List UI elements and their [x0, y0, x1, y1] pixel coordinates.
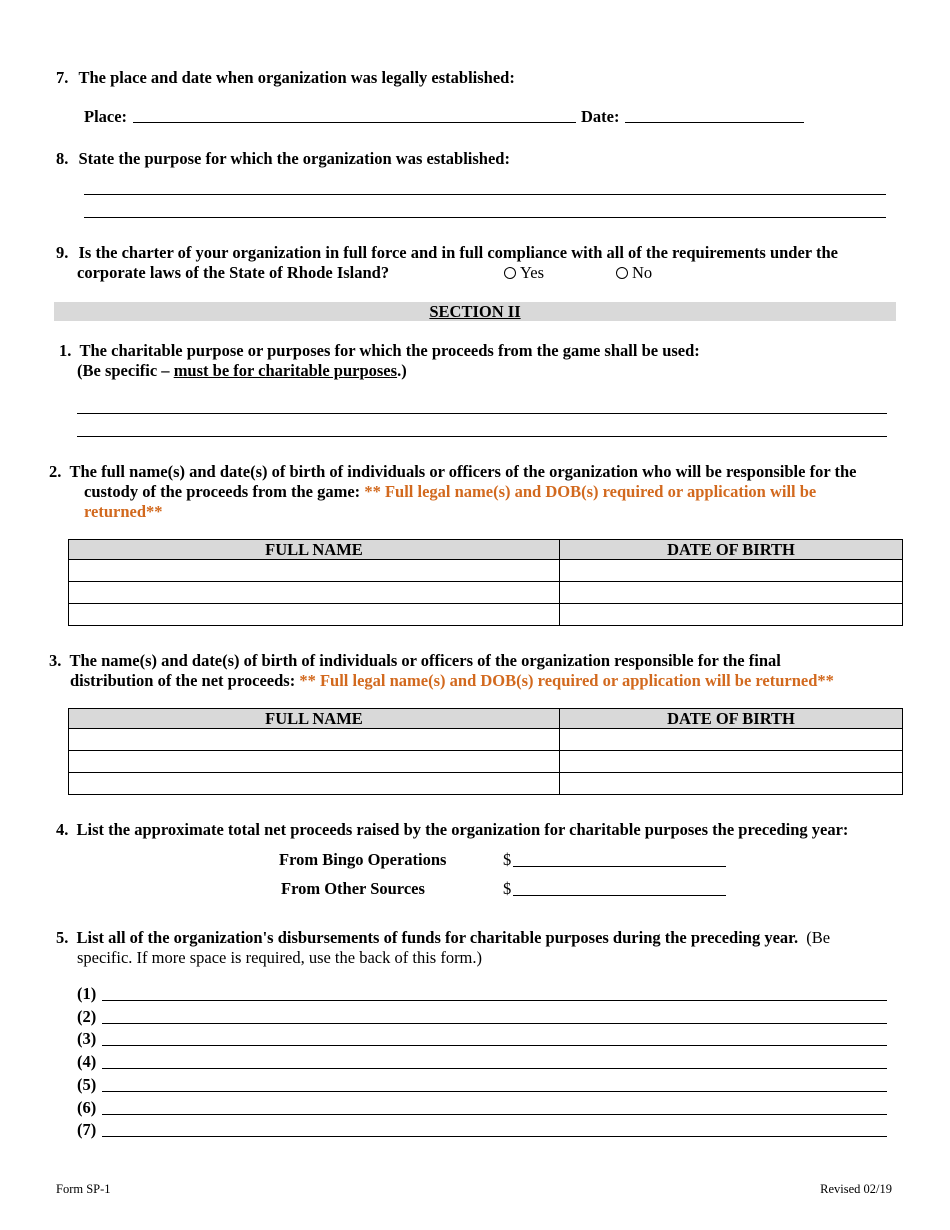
full-name-cell[interactable]	[69, 604, 560, 626]
full-name-cell[interactable]	[69, 751, 560, 773]
table-row	[69, 604, 903, 626]
disbursement-line[interactable]	[102, 1045, 887, 1046]
no-radio-icon[interactable]	[616, 267, 628, 279]
disbursement-number: (3)	[77, 1029, 97, 1049]
dob-cell[interactable]	[560, 560, 903, 582]
no-option[interactable]	[616, 263, 652, 283]
s5-line2: specific. If more space is required, use the back of this form.)	[77, 948, 483, 967]
s2-line1: The full name(s) and date(s) of birth of individuals or officers of the organization who will be responsible for the	[69, 462, 857, 481]
q8-number: 8.	[56, 149, 69, 168]
s3-line1: The name(s) and date(s) of birth of individuals or officers of the organization responsible for the final	[69, 651, 781, 670]
bingo-amount-field[interactable]	[513, 866, 726, 867]
s2-line2: custody of the proceeds from the game:	[84, 482, 361, 501]
q9-heading	[56, 243, 838, 263]
s1-line2-underlined: must be for charitable purposes	[173, 361, 398, 380]
section-ii-header	[54, 302, 896, 321]
disbursement-number: (2)	[77, 1006, 97, 1026]
disbursement-number: (1)	[77, 984, 97, 1003]
date-field[interactable]	[625, 122, 804, 123]
s1-line2-suffix: .)	[397, 361, 407, 380]
revised-date: Revised 02/19	[820, 1182, 892, 1196]
disbursement-line[interactable]	[102, 1091, 887, 1092]
full-name-header: FULL NAME	[69, 709, 560, 729]
distribution-officers-table	[68, 708, 903, 795]
q9-line2: corporate laws of the State of Rhode Island?	[77, 263, 390, 282]
q9-line1: Is the charter of your organization in full force and in full compliance with all of the requirements under the	[78, 243, 838, 262]
s1-number: 1.	[59, 341, 72, 360]
other-currency: $	[503, 879, 512, 898]
s1-line1: The charitable purpose or purposes for which the proceeds from the game shall be used:	[79, 341, 700, 360]
full-name-cell[interactable]	[69, 582, 560, 604]
charitable-purpose-line-2[interactable]	[77, 436, 887, 437]
s3-heading	[49, 651, 781, 671]
s2-warning-cont: returned**	[84, 502, 163, 521]
disbursement-number: (4)	[77, 1052, 97, 1072]
custody-officers-table	[68, 539, 903, 626]
purpose-line-1[interactable]	[84, 194, 886, 195]
yes-radio-icon[interactable]	[504, 267, 516, 279]
dob-cell[interactable]	[560, 751, 903, 773]
charitable-purpose-line-1[interactable]	[77, 413, 887, 414]
bingo-currency: $	[503, 850, 512, 869]
disbursement-number: (7)	[77, 1120, 97, 1140]
dob-header: DATE OF BIRTH	[560, 540, 903, 560]
s4-text: List the approximate total net proceeds raised by the organization for charitable purposes the preceding year:	[76, 820, 849, 839]
disbursement-line[interactable]	[102, 1114, 887, 1115]
s3-line2-wrap	[70, 671, 834, 691]
q9-number: 9.	[56, 243, 69, 262]
table-row	[69, 582, 903, 604]
disbursement-line[interactable]	[102, 1023, 887, 1024]
dob-header: DATE OF BIRTH	[560, 709, 903, 729]
q8-heading	[56, 149, 510, 169]
section-ii-title: SECTION II	[429, 302, 521, 321]
dob-cell[interactable]	[560, 773, 903, 795]
bingo-label: From Bingo Operations	[279, 850, 447, 869]
disbursement-number: (5)	[77, 1074, 97, 1094]
disbursement-line[interactable]	[102, 1136, 887, 1137]
s5-heading	[56, 928, 830, 948]
table-row	[69, 773, 903, 795]
q8-text: State the purpose for which the organization was established:	[78, 149, 510, 168]
form-id: Form SP-1	[56, 1182, 111, 1196]
dob-cell[interactable]	[560, 604, 903, 626]
s2-number: 2.	[49, 462, 62, 481]
full-name-cell[interactable]	[69, 729, 560, 751]
purpose-line-2[interactable]	[84, 217, 886, 218]
s3-warning: ** Full legal name(s) and DOB(s) required or application will be returned**	[299, 671, 834, 690]
s4-number: 4.	[56, 820, 69, 839]
place-label: Place:	[84, 107, 128, 126]
disbursement-line[interactable]	[102, 1000, 887, 1001]
s4-heading	[56, 820, 848, 840]
disbursement-line[interactable]	[102, 1068, 887, 1069]
s1-line2	[77, 361, 407, 381]
s5-line1-bold: List all of the organization's disbursements of funds for charitable purposes during the preceding year.	[76, 928, 799, 947]
place-field[interactable]	[133, 122, 576, 123]
yes-option[interactable]	[504, 263, 544, 283]
s1-heading	[59, 341, 700, 361]
s5-number: 5.	[56, 928, 69, 947]
s2-warning: ** Full legal name(s) and DOB(s) required or application will be	[364, 482, 817, 501]
full-name-cell[interactable]	[69, 560, 560, 582]
s5-line1-normal: (Be	[806, 928, 831, 947]
table-row	[69, 560, 903, 582]
s2-line2-wrap	[84, 482, 816, 502]
dob-cell[interactable]	[560, 729, 903, 751]
s3-number: 3.	[49, 651, 62, 670]
date-label: Date:	[581, 107, 620, 126]
disbursement-number: (6)	[77, 1097, 97, 1117]
other-amount-field[interactable]	[513, 895, 726, 896]
full-name-cell[interactable]	[69, 773, 560, 795]
table-row	[69, 751, 903, 773]
q7-heading	[56, 68, 515, 88]
other-label: From Other Sources	[281, 879, 425, 898]
no-label: No	[632, 263, 653, 282]
q7-text: The place and date when organization was legally established:	[78, 68, 515, 87]
dob-cell[interactable]	[560, 582, 903, 604]
q7-number: 7.	[56, 68, 69, 87]
yes-label: Yes	[520, 263, 545, 282]
table-row	[69, 729, 903, 751]
full-name-header: FULL NAME	[69, 540, 560, 560]
s1-line2-prefix: (Be specific –	[77, 361, 174, 380]
s3-line2: distribution of the net proceeds:	[70, 671, 296, 690]
s2-heading	[49, 462, 856, 482]
